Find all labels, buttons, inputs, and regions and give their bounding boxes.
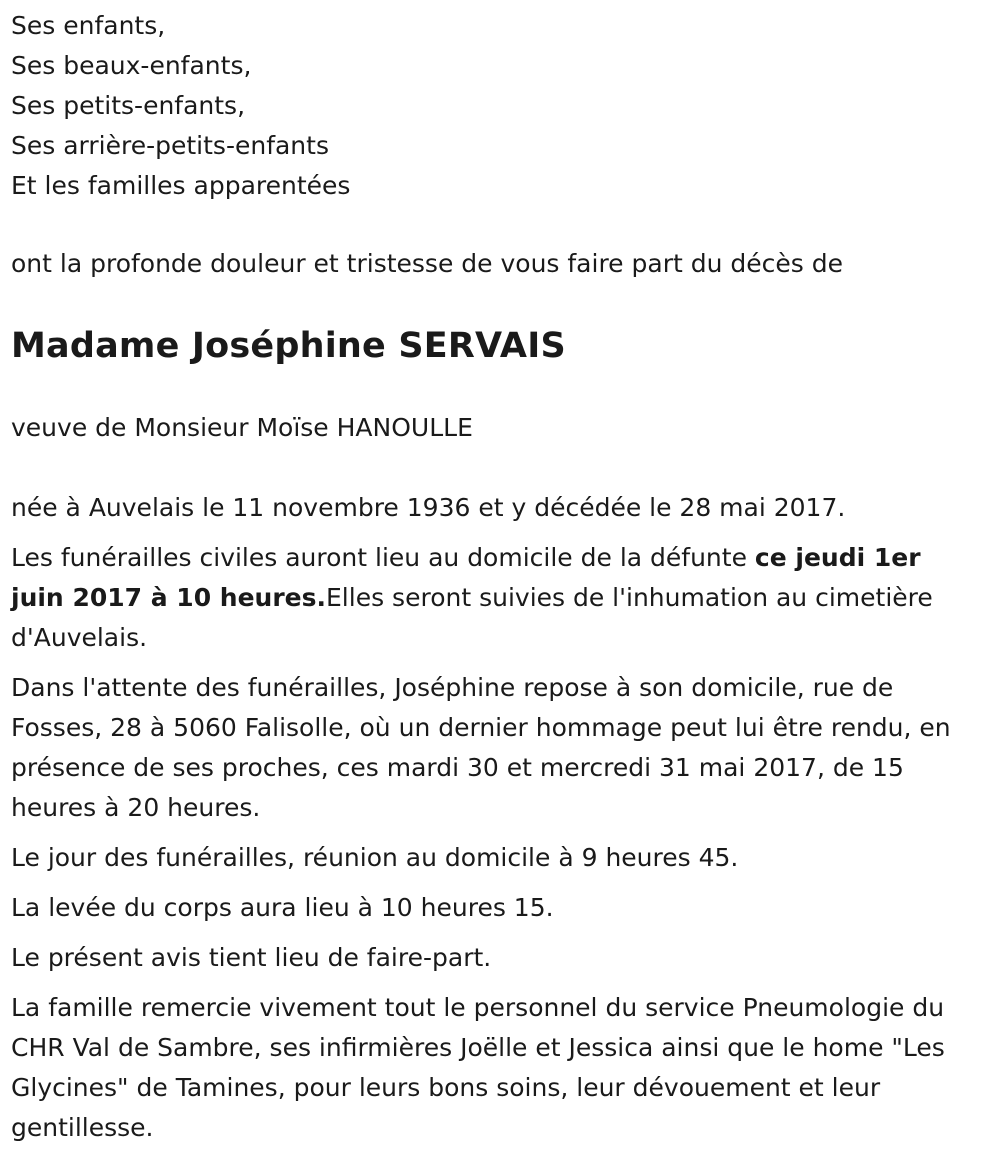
deceased-name: Madame Joséphine SERVAIS [11, 326, 566, 366]
family-list [11, 0, 980, 206]
family-line: Et les familles apparentées [11, 171, 351, 200]
family-line: Ses enfants, [11, 11, 166, 40]
funeral-date-bold: ce jeudi 1er juin 2017 à 10 heures. [11, 543, 921, 612]
meeting-paragraph: Le jour des funérailles, réunion au domicile à 9 heures 45. [11, 843, 739, 872]
funeral-paragraph [11, 538, 980, 658]
thanks-paragraph: La famille remercie vivement tout le personnel du service Pneumologie du CHR Val de Sambre, ses infirmières Joëlle et Jessica ainsi que le home "Les Glycines" de Tamines, pour leurs bons soins, leur dévouement et leur gentillesse. [11, 993, 945, 1142]
family-line: Ses beaux-enfants, [11, 51, 252, 80]
birth-death-dates: née à Auvelais le 11 novembre 1936 et y décédée le 28 mai 2017. [11, 493, 846, 522]
levee-paragraph: La levée du corps aura lieu à 10 heures 15. [11, 893, 554, 922]
funeral-text-after: Elles seront suivies de l'inhumation au cimetière d'Auvelais. [11, 583, 933, 652]
widow-of: veuve de Monsieur Moïse HANOULLE [11, 413, 473, 442]
viewing-paragraph: Dans l'attente des funérailles, Joséphine repose à son domicile, rue de Fosses, 28 à 5060 Falisolle, où un dernier hommage peut lui être rendu, en présence de ses proches, ces mardi 30 et mercredi 31 mai 2017, de 15 heures à 20 heures. [11, 673, 951, 822]
announcement-intro: ont la profonde douleur et tristesse de vous faire part du décès de [11, 249, 843, 278]
family-line: Ses arrière-petits-enfants [11, 131, 329, 160]
notice-paragraph: Le présent avis tient lieu de faire-part. [11, 943, 492, 972]
funeral-text-before: Les funérailles civiles auront lieu au domicile de la défunte [11, 543, 755, 572]
family-line: Ses petits-enfants, [11, 91, 246, 120]
